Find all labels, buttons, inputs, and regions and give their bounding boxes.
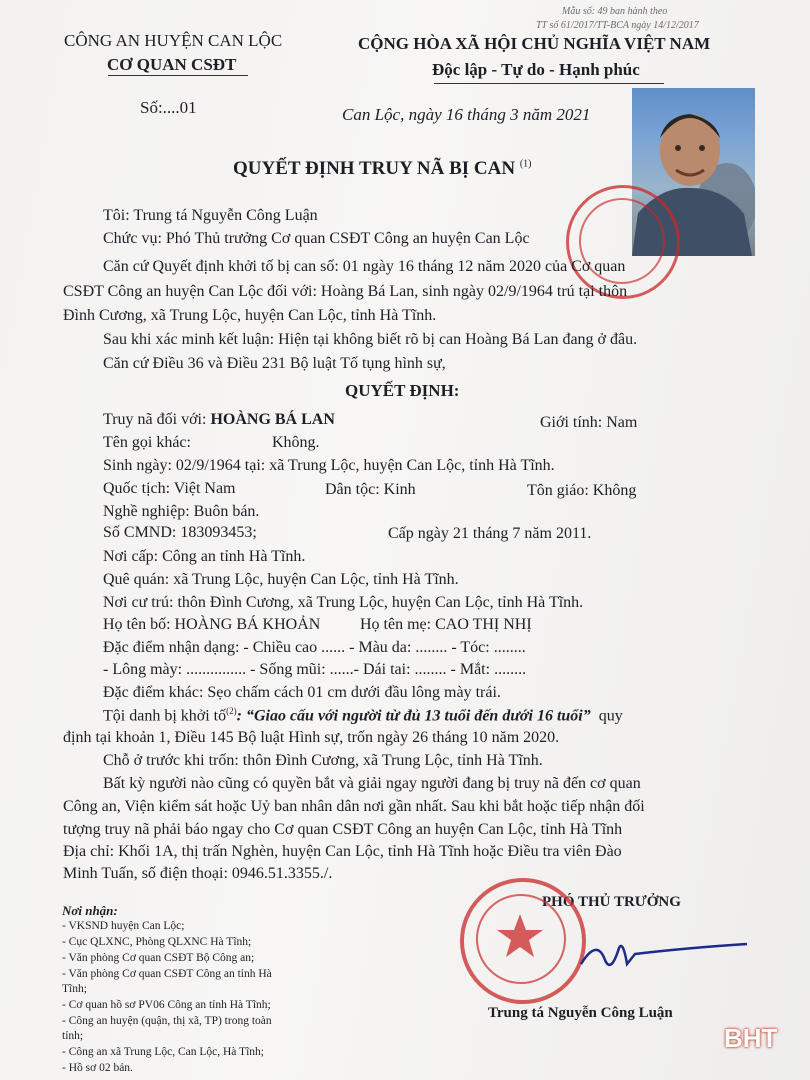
date-of-birth: Sinh ngày: 02/9/1964 tại: xã Trung Lộc, huyện Can Lộc, tỉnh Hà Tĩnh.: [103, 457, 555, 474]
id-issued-date: Cấp ngày 21 tháng 7 năm 2011.: [388, 525, 592, 542]
residence: Nơi cư trú: thôn Đình Cương, xã Trung Lộc, huyện Can Lộc, tỉnh Hà Tĩnh.: [103, 594, 584, 611]
id-issued-by: Nơi cấp: Công an tỉnh Hà Tĩnh.: [103, 548, 306, 565]
official-seal-top: [566, 185, 680, 299]
alias-label: Tên gọi khác:: [103, 434, 191, 451]
id-number: Số CMND: 183093453;: [103, 524, 257, 541]
basis-line-1: Căn cứ Quyết định khởi tố bị can số: 01 ngày 16 tháng 12 năm 2020 của Cơ quan: [103, 258, 626, 275]
star-emblem-icon: [494, 910, 546, 962]
notice-line-1: Bất kỳ người nào cũng có quyền bắt và giải ngay người đang bị truy nã đến cơ quan: [103, 775, 641, 792]
other-marks: Đặc điểm khác: Sẹo chấm cách 01 cm dưới đầu lông mày trái.: [103, 684, 501, 701]
recipients-heading: Nơi nhận:: [62, 903, 118, 918]
form-note-2: TT số 61/2017/TT-BCA ngày 14/12/2017: [536, 20, 699, 31]
signature-role: PHÓ THỦ TRƯỞNG: [542, 894, 681, 910]
motto: Độc lập - Tự do - Hạnh phúc: [432, 60, 640, 79]
alias-value: Không.: [272, 434, 320, 451]
document-number: Số:....01: [140, 98, 197, 117]
previous-address: Chỗ ở trước khi trốn: thôn Đình Cương, xã Trung Lộc, tỉnh Hà Tĩnh.: [103, 752, 543, 769]
identifying-marks-1: Đặc điểm nhận dạng: - Chiều cao ...... - Màu da: ........ - Tóc: ........: [103, 639, 526, 656]
verification-line: Sau khi xác minh kết luận: Hiện tại không biết rõ bị can Hoàng Bá Lan đang ở đâu.: [103, 331, 638, 348]
decision-heading: QUYẾT ĐỊNH:: [345, 381, 460, 400]
document-title: QUYẾT ĐỊNH TRUY NÃ BỊ CAN $^{(1)}$: [233, 158, 532, 179]
legal-basis-line: Căn cứ Điều 36 và Điều 231 Bộ luật Tố tụng hình sự,: [103, 355, 446, 372]
identifying-marks-2: - Lông mày: ............... - Sống mũi: ......- Dái tai: ........ - Mắt: ........: [103, 661, 527, 678]
charge-line-2: định tại khoản 1, Điều 145 Bộ luật Hình sự, trốn ngày 26 tháng 10 năm 2020.: [63, 729, 560, 746]
recipient-item: - Văn phòng Cơ quan CSĐT Bộ Công an;: [62, 952, 255, 964]
ethnicity: Dân tộc: Kinh: [325, 481, 416, 498]
charge-line-1: Tội danh bị khởi tố$^{(2)}$: “Giao cấu với người từ đủ 13 tuổi đến dưới 16 tuổi” quy: [103, 706, 623, 725]
position-line: Chức vụ: Phó Thủ trưởng Cơ quan CSĐT Công an huyện Can Lộc: [103, 230, 530, 247]
nationality: Quốc tịch: Việt Nam: [103, 480, 236, 497]
hometown: Quê quán: xã Trung Lộc, huyện Can Lộc, tỉnh Hà Tĩnh.: [103, 571, 459, 588]
basis-line-2: CSĐT Công an huyện Can Lộc đối với: Hoàng Bá Lan, sinh ngày 02/9/1964 trú tại thôn: [63, 283, 628, 300]
header-underline-right: [434, 83, 664, 84]
recipient-item: - Hồ sơ 02 bản.: [62, 1062, 133, 1074]
form-note-1: Mẫu số: 49 ban hành theo: [562, 6, 668, 17]
officer-line: Tôi: Trung tá Nguyễn Công Luận: [103, 207, 318, 224]
handwritten-signature: [575, 930, 755, 980]
recipient-item: - Công an huyện (quận, thị xã, TP) trong toàn: [62, 1015, 272, 1027]
agency-name: CÔNG AN HUYỆN CAN LỘC: [64, 31, 283, 50]
recipient-item: Tĩnh;: [62, 983, 87, 995]
father-name: Họ tên bố: HOÀNG BÁ KHOẢN: [103, 616, 321, 633]
recipient-item: - Công an xã Trung Lộc, Can Lộc, Hà Tĩnh;: [62, 1046, 264, 1058]
mother-name: Họ tên mẹ: CAO THỊ NHỊ: [360, 616, 532, 633]
official-seal-bottom: [460, 878, 586, 1004]
wanted-name: HOÀNG BÁ LAN: [210, 411, 335, 428]
recipient-item: - Cơ quan hồ sơ PV06 Công an tỉnh Hà Tĩnh;: [62, 999, 271, 1011]
basis-line-3: Đình Cương, xã Trung Lộc, huyện Can Lộc, tỉnh Hà Tĩnh.: [63, 307, 437, 324]
gender: Giới tính: Nam: [540, 414, 638, 431]
recipient-item: - Văn phòng Cơ quan CSĐT Công an tỉnh Hà: [62, 968, 272, 980]
place-date: Can Lộc, ngày 16 tháng 3 năm 2021: [342, 105, 591, 124]
notice-line-3: tượng truy nã phải báo ngay cho Cơ quan CSĐT Công an huyện Can Lộc, tỉnh Hà Tĩnh: [63, 821, 623, 838]
recipient-item: - Cục QLXNC, Phòng QLXNC Hà Tĩnh;: [62, 936, 252, 948]
notice-line-4: Địa chỉ: Khối 1A, thị trấn Nghèn, huyện Can Lộc, tỉnh Hà Tĩnh hoặc Điều tra viên Đào: [63, 843, 622, 860]
wanted-line: Truy nã đối với: HOÀNG BÁ LAN: [103, 411, 335, 428]
occupation: Nghề nghiệp: Buôn bán.: [103, 503, 260, 520]
republic-title: CỘNG HÒA XÃ HỘI CHỦ NGHĨA VIỆT NAM: [358, 34, 711, 53]
recipient-item: - VKSND huyện Can Lộc;: [62, 920, 185, 932]
header-underline-left: [108, 75, 248, 76]
religion: Tôn giáo: Không: [527, 482, 637, 499]
notice-line-5: Minh Tuấn, số điện thoại: 0946.51.3355./.: [63, 865, 333, 882]
notice-line-2: Công an, Viện kiểm sát hoặc Uỷ ban nhân dân nơi gần nhất. Sau khi bắt hoặc tiếp nhận đối: [63, 798, 645, 815]
sub-agency-name: CƠ QUAN CSĐT: [107, 55, 237, 74]
recipient-item: tỉnh;: [62, 1030, 84, 1042]
signer-name: Trung tá Nguyễn Công Luận: [488, 1005, 673, 1021]
watermark-logo: BHT: [724, 1023, 778, 1053]
